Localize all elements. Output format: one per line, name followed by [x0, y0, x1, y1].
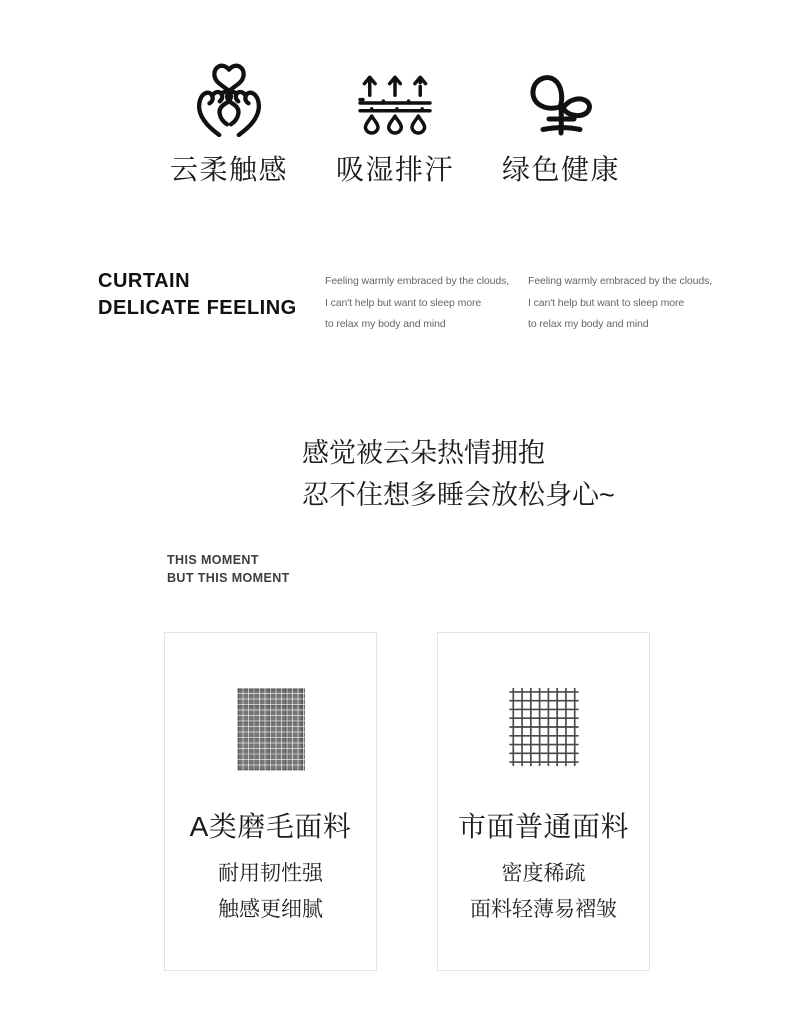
moisture-wicking-icon — [358, 55, 432, 137]
tagline-line2: 忍不住想多睡会放松身心~ — [302, 480, 615, 510]
feature-label-moisture: 吸湿排汗 — [335, 154, 454, 185]
fabric-card-ordinary-title: 市面普通面料 — [457, 811, 629, 842]
english-paragraph-2-line1: Feeling warmly embraced by the clouds, — [528, 275, 713, 287]
english-paragraph-1 — [325, 271, 509, 336]
fabric-card-premium-title: A类磨毛面料 — [189, 811, 352, 842]
moment-caption-line1: THIS MOMENT — [167, 553, 259, 567]
english-paragraph-2-line3: to relax my body and mind — [528, 318, 649, 330]
english-paragraph-1-line2: I can't help but want to sleep more — [325, 296, 482, 309]
feature-label-soft-touch: 云柔触感 — [169, 154, 288, 185]
section-heading-line2: DELICATE FEELING — [98, 297, 297, 319]
fabric-card-ordinary — [437, 632, 650, 971]
feature-label-healthy: 绿色健康 — [501, 154, 620, 185]
sparse-fabric-swatch — [509, 688, 579, 771]
english-paragraph-1-line1: Feeling warmly embraced by the clouds, — [325, 275, 510, 287]
english-paragraph-2 — [528, 271, 712, 336]
feature-row — [0, 55, 790, 188]
moment-caption — [167, 551, 290, 587]
section-heading — [98, 268, 297, 322]
fabric-card-premium-desc1: 耐用韧性强 — [218, 862, 323, 885]
moment-caption-line2: BUT THIS MOMENT — [167, 571, 290, 585]
fabric-card-ordinary-desc2: 面料轻薄易褶皱 — [470, 898, 617, 921]
section-heading-line1: CURTAIN — [98, 270, 191, 292]
fabric-card-premium — [164, 632, 377, 971]
hands-heart-icon — [190, 55, 268, 137]
feature-moisture — [312, 55, 478, 188]
plant-icon — [523, 55, 599, 137]
feature-soft-touch — [146, 55, 312, 188]
fabric-card-ordinary-desc1: 密度稀疏 — [501, 862, 586, 885]
english-paragraph-1-line3: to relax my body and mind — [325, 318, 446, 330]
english-paragraph-2-line2: I can't help but want to sleep more — [528, 296, 685, 309]
feature-healthy — [478, 55, 644, 188]
dense-fabric-swatch — [237, 688, 305, 771]
fabric-card-premium-desc2: 触感更细腻 — [218, 898, 323, 921]
tagline-line1: 感觉被云朵热情拥抱 — [302, 438, 545, 468]
tagline — [302, 432, 615, 516]
